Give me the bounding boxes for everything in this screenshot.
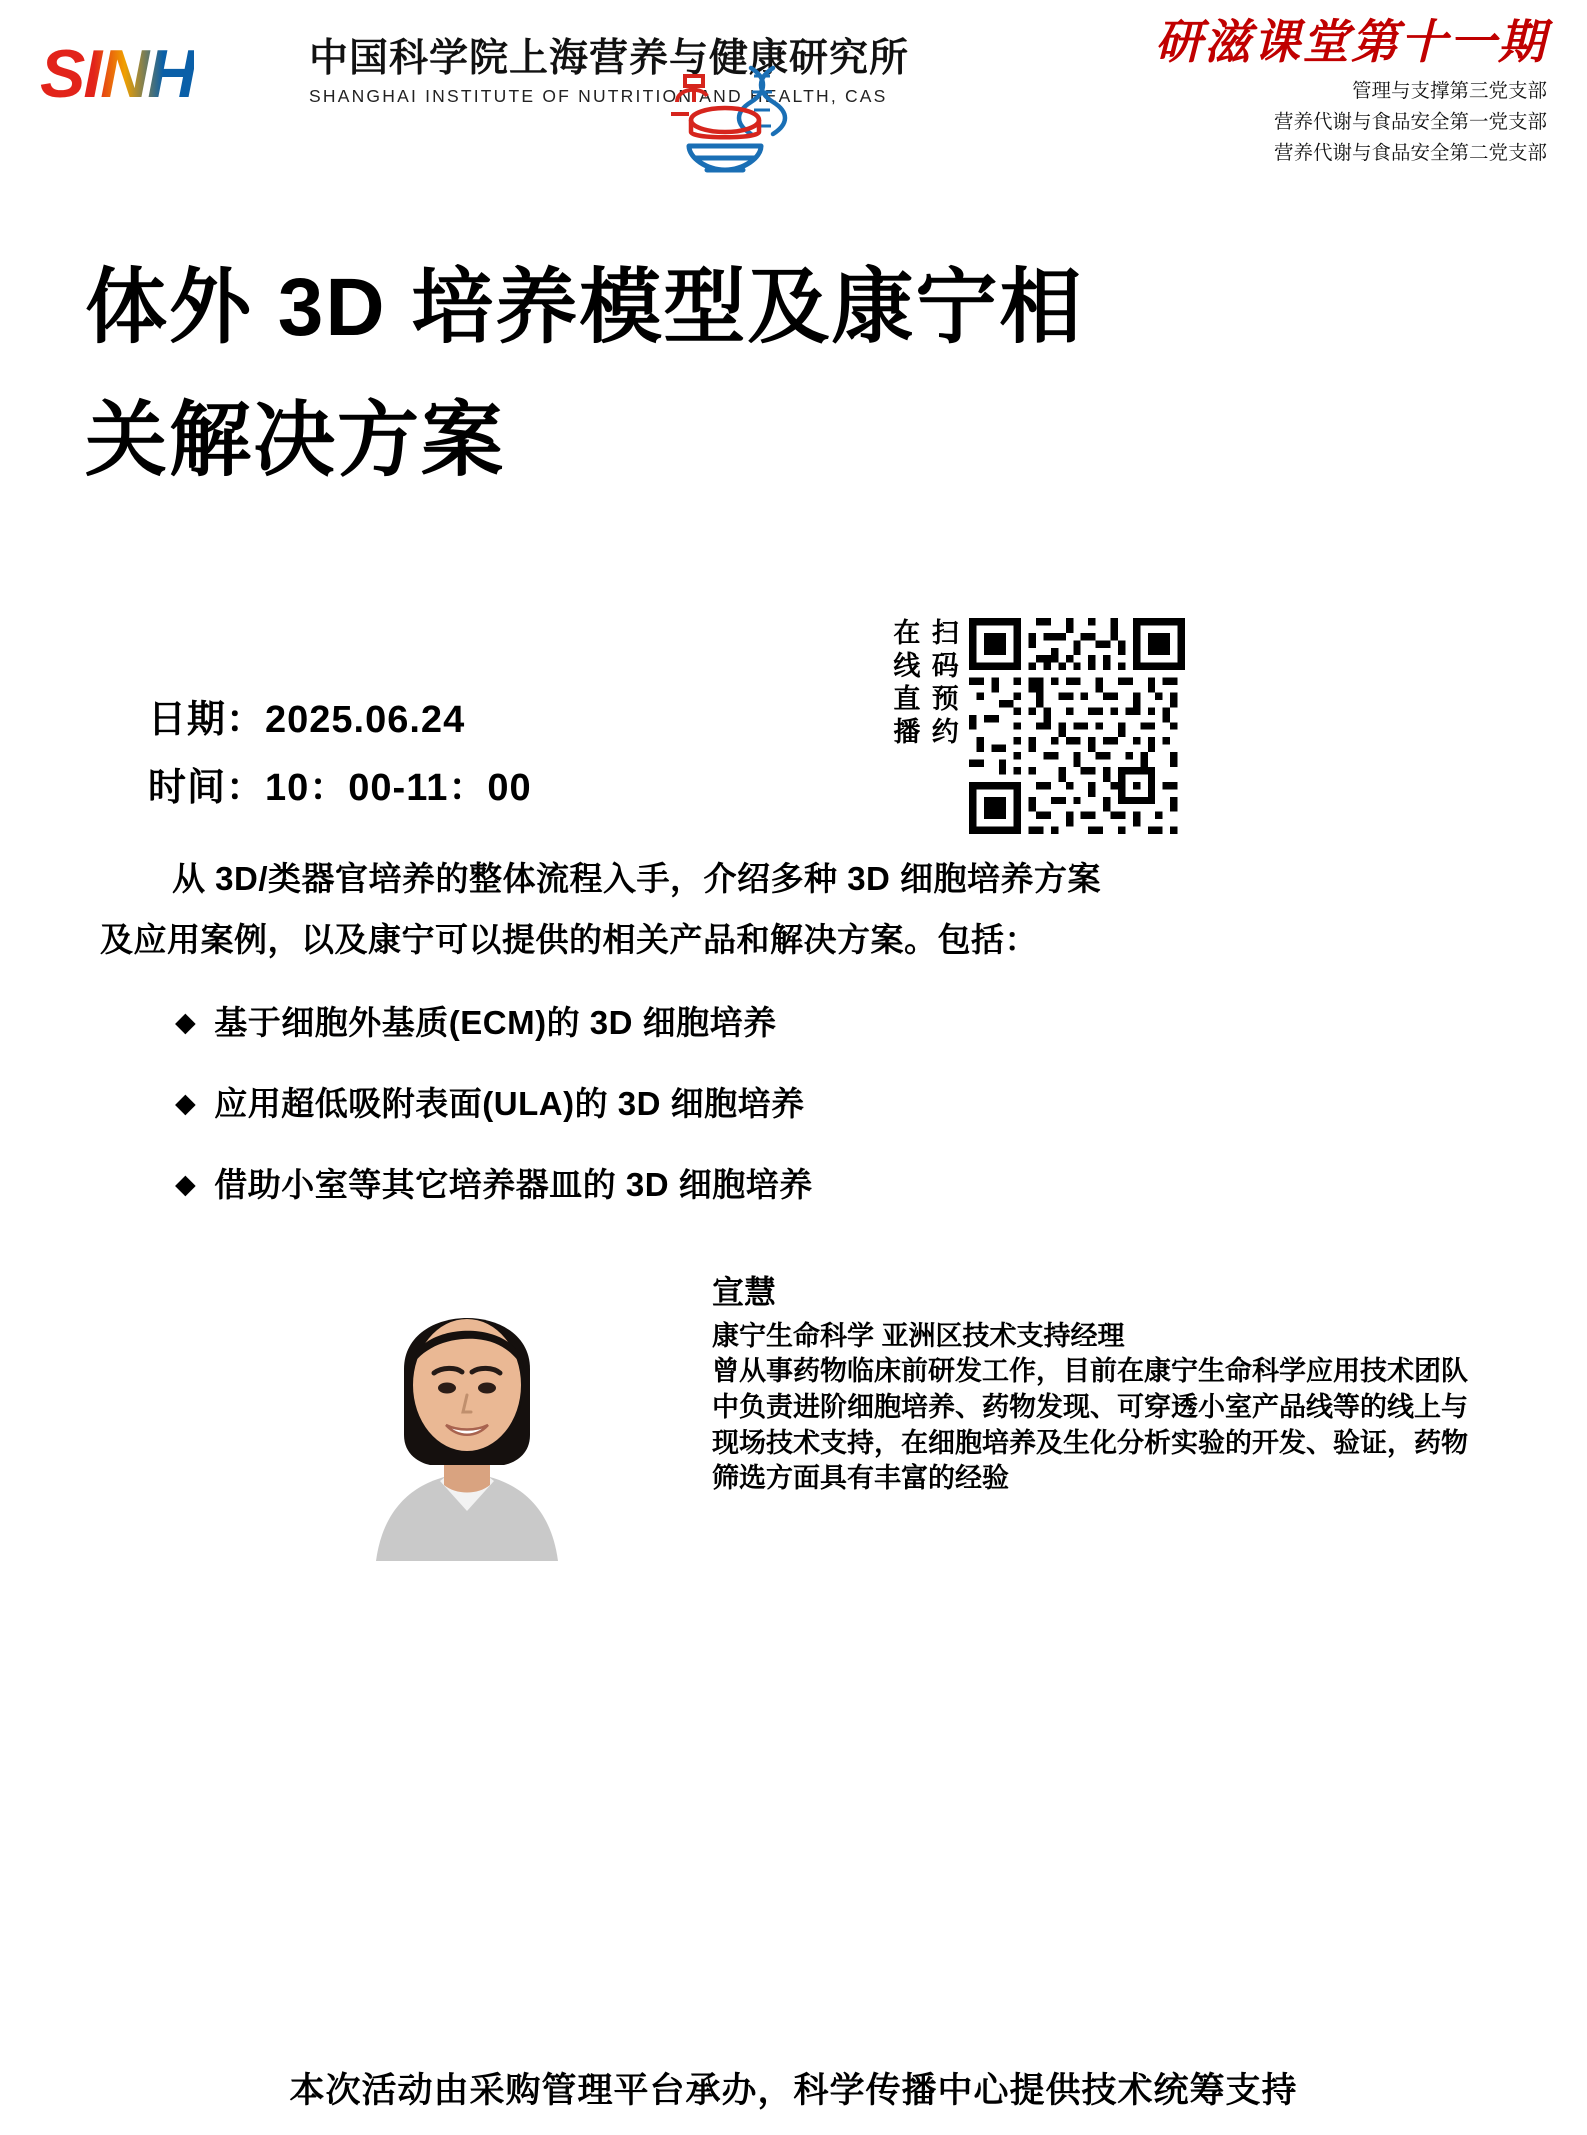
qr-label-livestream: 在线直播 xyxy=(889,617,920,750)
time-value: 10：00-11：00 xyxy=(265,766,532,809)
datetime-block xyxy=(148,686,532,822)
speaker-role: 康宁生命科学 亚洲区技术支持经理 xyxy=(712,1320,1125,1351)
list-item-label: 应用超低吸附表面(ULA)的 3D 细胞培养 xyxy=(214,1084,805,1122)
time-line xyxy=(148,754,532,822)
diamond-bullet-icon: ◆ xyxy=(175,1087,197,1118)
microscope-petri-dish-icon xyxy=(655,62,795,177)
branch-item: 营养代谢与食品安全第一党支部 xyxy=(1273,111,1547,133)
description-line2: 及应用案例，以及康宁可以提供的相关产品和解决方案。包括： xyxy=(100,920,1038,958)
description-block xyxy=(100,848,1487,970)
poster-header xyxy=(0,0,1587,180)
speaker-block xyxy=(0,1249,1587,1579)
page-title-line1: 体外 3D 培养模型及康宁相 xyxy=(85,262,1084,353)
list-item xyxy=(175,1003,1587,1041)
list-item-label: 借助小室等其它培养器皿的 3D 细胞培养 xyxy=(214,1165,813,1203)
qr-labels xyxy=(880,618,957,778)
qr-block xyxy=(880,618,1185,834)
speaker-info xyxy=(712,1267,1472,1497)
date-line xyxy=(148,686,532,754)
meta-row xyxy=(0,608,1587,838)
bullet-list xyxy=(175,1003,1587,1203)
series-block xyxy=(927,14,1547,169)
speaker-name: 宣慧 xyxy=(712,1273,777,1310)
description-line1: 从 3D/类器官培养的整体流程入手，介绍多种 3D 细胞培养方案 xyxy=(172,859,1102,897)
branch-item: 营养代谢与食品安全第二党支部 xyxy=(1273,142,1547,164)
diamond-bullet-icon: ◆ xyxy=(175,1006,197,1037)
avatar xyxy=(318,1249,616,1561)
institute-name-cn: 中国科学院上海营养与健康研究所 xyxy=(309,37,910,80)
speaker-bio: 曾从事药物临床前研发工作，目前在康宁生命科学应用技术团队中负责进阶细胞培养、药物发现、可穿透小室产品线等的线上与现场技术支持，在细胞培养及生化分析实验的开发、验证，药物筛选方面具有丰富的经验 xyxy=(712,1356,1468,1494)
list-item xyxy=(175,1084,1587,1122)
institute-name-en: SHANGHAI INSTITUTE OF NUTRITION AND HEALTH, CAS xyxy=(309,86,888,106)
date-label: 日期： xyxy=(148,698,266,741)
sinh-logo-text: SINH xyxy=(40,36,195,112)
series-title: 研滋课堂第十一期 xyxy=(1155,17,1547,69)
qr-label-booking: 扫码预约 xyxy=(927,617,958,750)
branch-item: 管理与支撑第三党支部 xyxy=(1351,80,1547,102)
qr-code-icon[interactable] xyxy=(969,618,1185,834)
footer-note: 本次活动由采购管理平台承办，科学传播中心提供技术统筹支持 xyxy=(289,2071,1298,2110)
list-item-label: 基于细胞外基质(ECM)的 3D 细胞培养 xyxy=(214,1003,777,1041)
speaker-portrait-illustration xyxy=(318,1249,616,1561)
diamond-bullet-icon: ◆ xyxy=(175,1168,197,1199)
list-item xyxy=(175,1165,1587,1203)
page-title-line2: 关解决方案 xyxy=(85,394,506,486)
sinh-logo xyxy=(40,38,295,110)
time-label: 时间： xyxy=(148,766,266,809)
institute-names xyxy=(309,36,909,107)
branch-list xyxy=(927,76,1547,169)
date-value: 2025.06.24 xyxy=(265,698,466,741)
page-title xyxy=(85,242,1502,508)
